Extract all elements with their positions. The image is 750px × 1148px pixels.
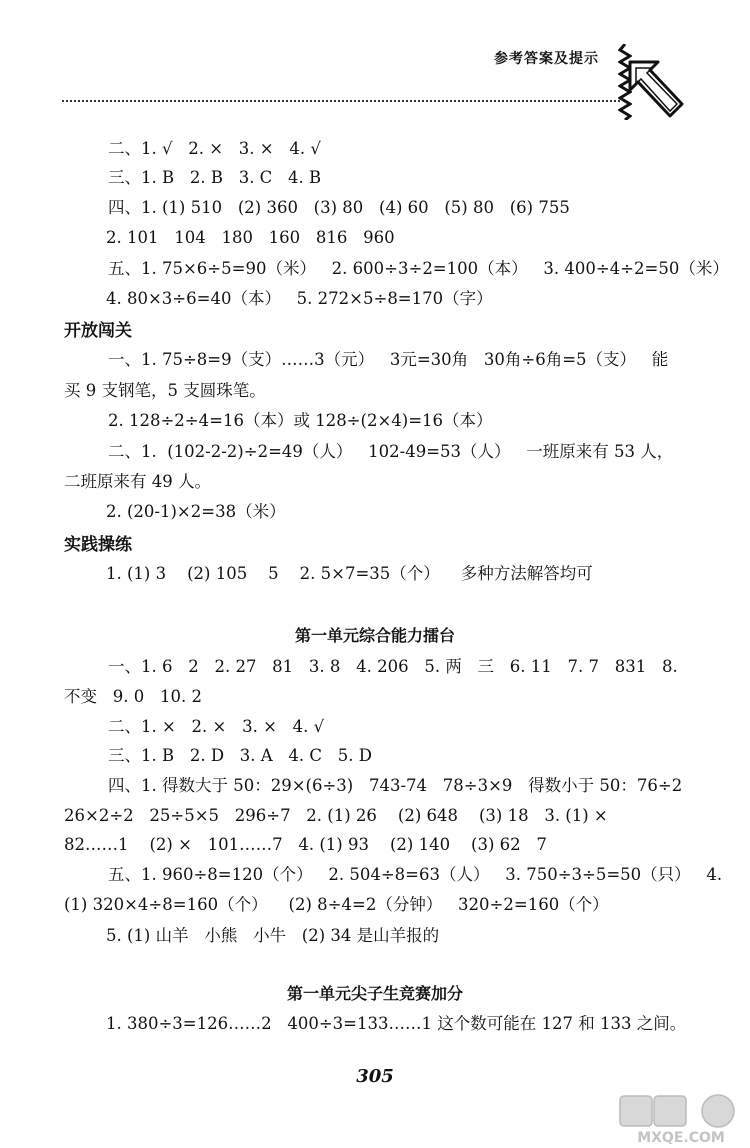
answer-line: 82……1 (2) × 101……7 4. (1) 93 (2) 140 (3) 62 7 xyxy=(64,835,547,854)
answer-line: 四、1. 得数大于 50：29×(6÷3) 743-74 78÷3×9 得数小于 50：76÷2 xyxy=(108,776,683,795)
answer-line: 2. 101 104 180 160 816 960 xyxy=(106,228,395,247)
page-number: 305 xyxy=(356,1066,394,1087)
answer-line: 一、1. 6 2 2. 27 81 3. 8 4. 206 5. 两 三 6. 11 7. 7 831 8. xyxy=(108,657,678,676)
header-dotted-rule xyxy=(62,100,620,102)
section-title-unit1-comprehensive: 第一单元综合能力擂台 xyxy=(294,626,455,645)
answer-line: 1. (1) 3 (2) 105 5 2. 5×7=35（个） 多种方法解答均可 xyxy=(106,564,593,583)
answer-line: 二、1. (102-2-2)÷2=49（人） 102-49=53（人） 一班原来有 53 人， xyxy=(108,442,674,461)
answer-line: 二、1. × 2. × 3. × 4. √ xyxy=(108,717,325,736)
answer-line: 26×2÷2 25÷5×5 296÷7 2. (1) 26 (2) 648 (3) 18 3. (1) × xyxy=(64,806,608,825)
answer-line: 一、1. 75÷8=9（支）……3（元） 3元=30角 30角÷6角=5（支） 能 xyxy=(108,350,669,369)
answer-line: 五、1. 75×6÷5=90（米） 2. 600÷3÷2=100（本） 3. 400÷4÷2=50（米） xyxy=(108,259,729,278)
answer-line: 三、1. B 2. B 3. C 4. B xyxy=(108,168,322,187)
answer-line: 1. 380÷3=126……2 400÷3=133……1 这个数可能在 127 和 133 之间。 xyxy=(106,1014,687,1033)
answer-line: 2. 128÷2÷4=16（本）或 128÷(2×4)=16（本） xyxy=(108,411,493,430)
answer-line: 五、1. 960÷8=120（个） 2. 504÷8=63（人） 3. 750÷3÷5=50（只） 4. xyxy=(108,865,723,884)
answer-line: 4. 80×3÷6=40（本） 5. 272×5÷8=170（字） xyxy=(106,289,493,308)
watermark-logo xyxy=(618,1092,744,1146)
answer-line: (1) 320×4÷8=160（个） (2) 8÷4=2（分钟） 320÷2=160（个） xyxy=(64,895,609,914)
watermark-text: MXQE.COM xyxy=(637,1130,725,1146)
answer-line: 二、1. √ 2. × 3. × 4. √ xyxy=(108,139,321,158)
answer-line: 二班原来有 49 人。 xyxy=(64,472,211,491)
answer-line: 买 9 支钢笔，5 支圆珠笔。 xyxy=(64,381,266,400)
answer-line: 5. (1) 山羊 小熊 小牛 (2) 34 是山羊报的 xyxy=(106,926,440,945)
answer-line: 三、1. B 2. D 3. A 4. C 5. D xyxy=(108,746,372,765)
answer-line: 四、1. (1) 510 (2) 360 (3) 80 (4) 60 (5) 80 (6) 755 xyxy=(108,198,570,217)
answer-line: 不变 9. 0 10. 2 xyxy=(64,687,202,706)
running-header-title: 参考答案及提示 xyxy=(494,51,599,67)
answer-line: 2. (20-1)×2=38（米） xyxy=(106,502,286,521)
section-title-unit1-top-students: 第一单元尖子生竞赛加分 xyxy=(286,984,463,1003)
heading-practice: 实践操练 xyxy=(64,535,132,555)
heading-open-gate: 开放闯关 xyxy=(64,321,132,341)
arrow-icon xyxy=(628,60,684,122)
